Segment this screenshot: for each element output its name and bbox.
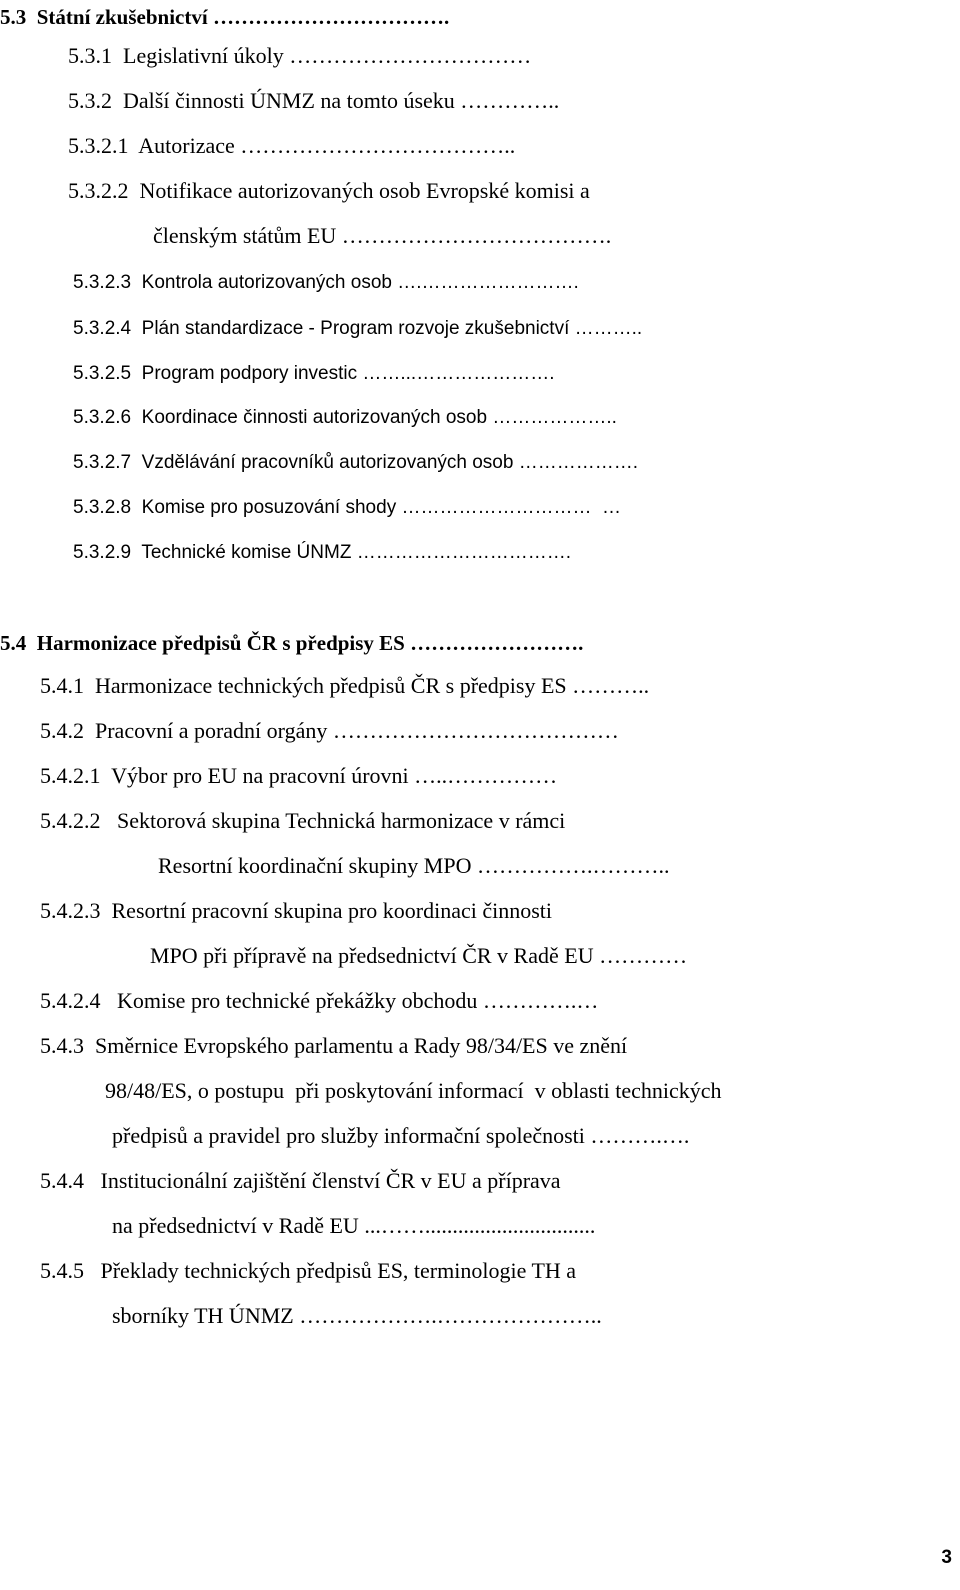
toc-entry-5-3-2-3: 5.3.2.3 Kontrola autorizovaných osob ….…………………….	[73, 272, 585, 293]
toc-entry-5-4-2-2: 5.4.2.2 Sektorová skupina Technická harmonizace v rámci	[40, 808, 566, 833]
toc-entry-5-4-5: 5.4.5 Překlady technických předpisů ES, terminologie TH a	[40, 1258, 577, 1283]
toc-entry-5-3-2-2: 5.3.2.2 Notifikace autorizovaných osob Evropské komisi a	[68, 178, 590, 203]
toc-entry-5-4-2-2-cont: Resortní koordinační skupiny MPO …………….………..	[158, 853, 675, 878]
toc-entry-5-3-2-4: 5.3.2.4 Plán standardizace - Program rozvoje zkušebnictví ………..	[73, 318, 648, 339]
toc-entry-5-4-2-1: 5.4.2.1 Výbor pro EU na pracovní úrovni …..……………	[40, 763, 563, 788]
toc-entry-5-4-4-cont: na předsednictví v Radě EU ...……...............................	[112, 1213, 596, 1238]
page-number: 3	[941, 1547, 952, 1568]
toc-entry-5-4-2-3: 5.4.2.3 Resortní pracovní skupina pro koordinaci činnosti	[40, 898, 553, 923]
toc-entry-5-4-3: 5.4.3 Směrnice Evropského parlamentu a Rady 98/34/ES ve znění	[40, 1033, 628, 1058]
toc-entry-5-3-1: 5.3.1 Legislativní úkoly ……………………………	[68, 43, 537, 68]
toc-entry-5-4: 5.4 Harmonizace předpisů ČR s předpisy ES …………………….	[0, 631, 589, 655]
toc-entry-5-3-2-7: 5.3.2.7 Vzdělávání pracovníků autorizovaných osob ……………….	[73, 452, 644, 473]
toc-entry-5-3-2: 5.3.2 Další činnosti ÚNMZ na tomto úseku …………..	[68, 88, 565, 113]
toc-entry-5-4-3-cont-2: předpisů a pravidel pro služby informační společnosti ……….….	[112, 1123, 695, 1148]
toc-entry-5-3: 5.3 Státní zkušebnictví …………………………….	[0, 5, 455, 29]
toc-entry-5-3-2-2-cont: členským státům EU ……………………………….	[153, 223, 617, 248]
toc-entry-5-4-5-cont: sborníky TH ÚNMZ ……………….…………………..	[112, 1303, 608, 1328]
toc-entry-5-4-2-4: 5.4.2.4 Komise pro technické překážky obchodu ………….…	[40, 988, 604, 1013]
toc-entry-5-4-2: 5.4.2 Pracovní a poradní orgány …………………………………	[40, 718, 625, 743]
toc-entry-5-4-1: 5.4.1 Harmonizace technických předpisů ČR s předpisy ES ………..	[40, 673, 655, 698]
toc-entry-5-4-3-cont-1: 98/48/ES, o postupu při poskytování informací v oblasti technických	[105, 1078, 722, 1103]
toc-entry-5-3-2-8: 5.3.2.8 Komise pro posuzování shody ………………………… …	[73, 497, 627, 518]
toc-entry-5-3-2-6: 5.3.2.6 Koordinace činnosti autorizovaných osob ………………..	[73, 407, 623, 428]
toc-entry-5-3-2-1: 5.3.2.1 Autorizace ………………………………..	[68, 133, 521, 158]
toc-entry-5-3-2-9: 5.3.2.9 Technické komise ÚNMZ …………………………….	[73, 542, 577, 563]
toc-entry-5-3-2-5: 5.3.2.5 Program podpory investic ……...………………….	[73, 363, 560, 384]
toc-entry-5-4-2-3-cont: MPO při přípravě na předsednictví ČR v Radě EU …………	[150, 943, 693, 968]
toc-entry-5-4-4: 5.4.4 Institucionální zajištění členství ČR v EU a příprava	[40, 1168, 561, 1193]
